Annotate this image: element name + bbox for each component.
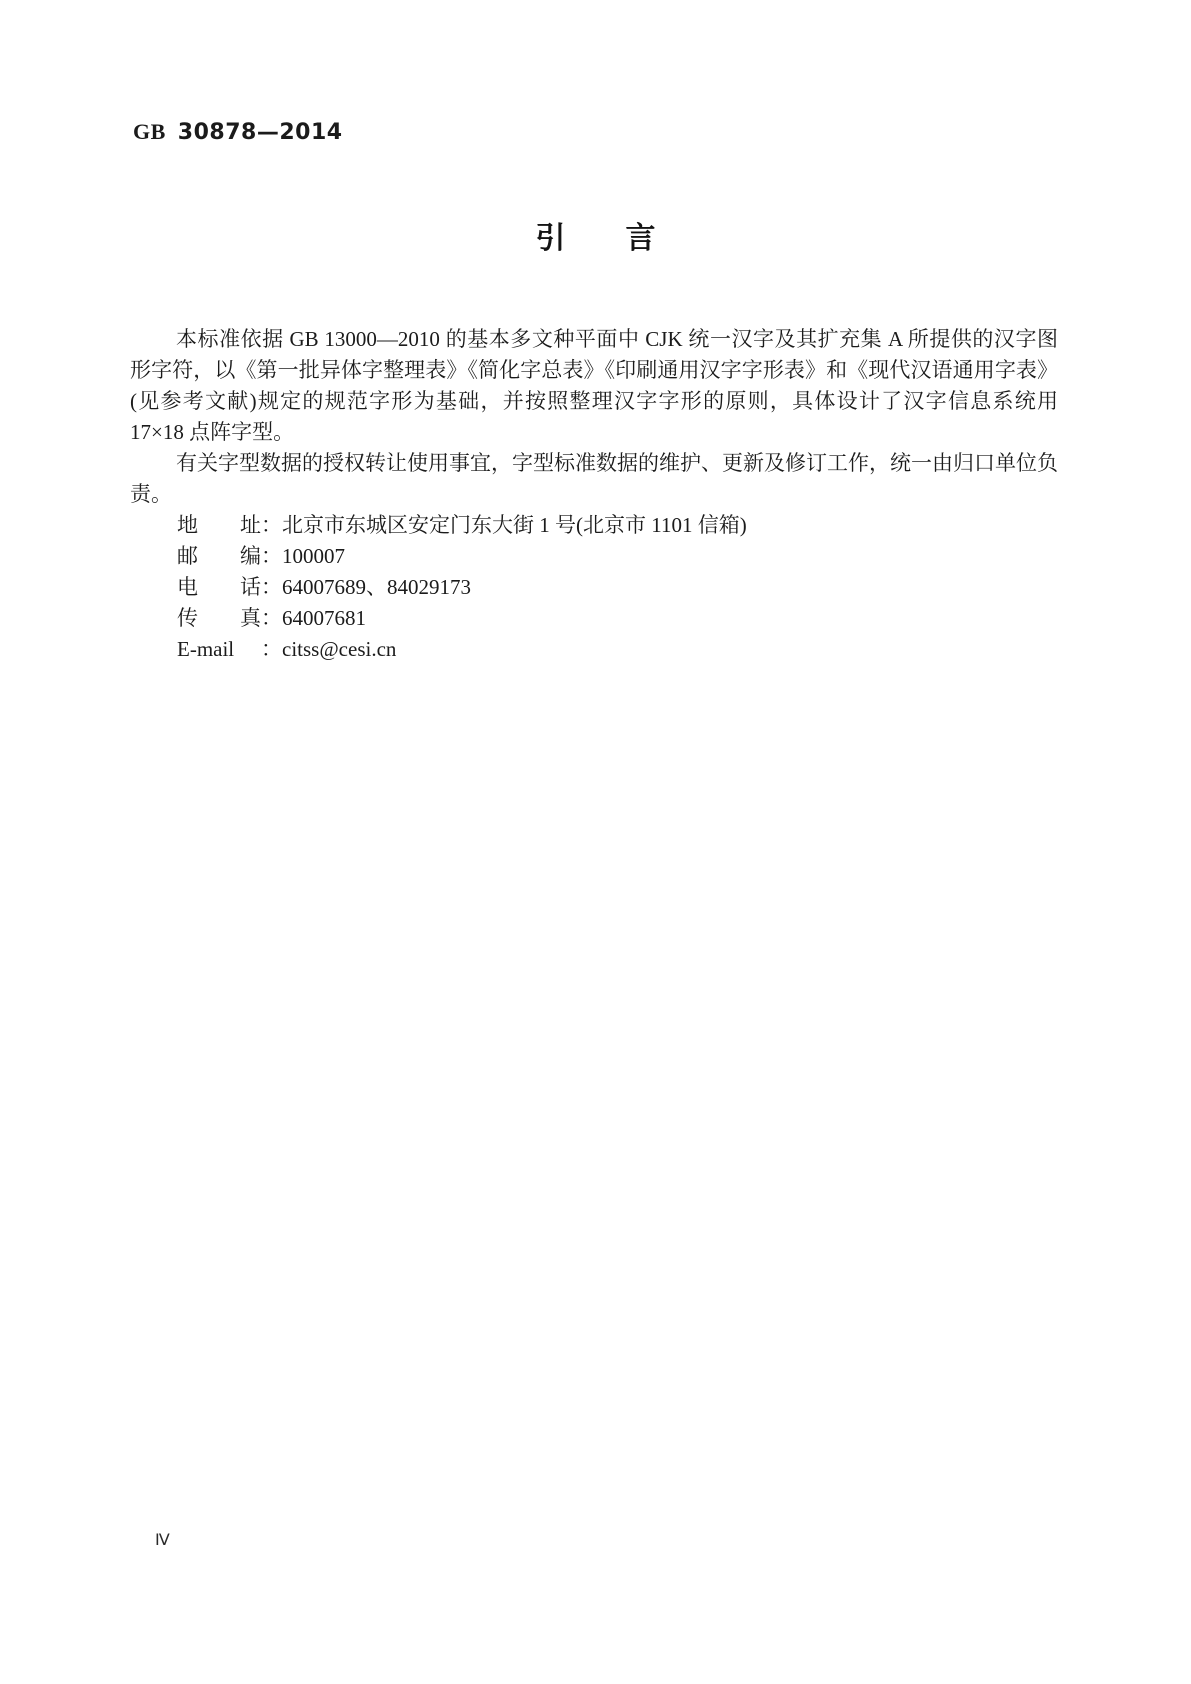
- contact-row-fax: [177, 603, 1058, 634]
- intro-paragraph-basis: 本标准依据 GB 13000—2010 的基本多文种平面中 CJK 统一汉字及其扩充集 A 所提供的汉字图形字符，以《第一批异体字整理表》《简化字总表》《印刷通用汉字字形表》和《现代汉语通用字表》(见参考文献)规定的规范字形为基础，并按照整理汉字字形的原则，具体设计了汉字信息系统用 17×18 点阵字型。: [130, 327, 1058, 444]
- contact-label-address: 地址: [177, 513, 261, 537]
- contact-label-phone: 电话: [177, 575, 261, 599]
- contact-row-postcode: [177, 541, 1058, 572]
- contact-colon: ：: [261, 637, 282, 661]
- intro-paragraph-authorization: 有关字型数据的授权转让使用事宜，字型标准数据的维护、更新及修订工作，统一由归口单位负责。: [130, 451, 1058, 506]
- page-number: Ⅳ: [155, 1532, 170, 1549]
- contact-row-email: [177, 634, 1058, 665]
- standard-number: [133, 119, 343, 146]
- intro-body: [130, 324, 1058, 665]
- contact-label-fax: 传真: [177, 606, 261, 630]
- contact-label-postcode: 邮编: [177, 544, 261, 568]
- contact-label-email: E-mail: [177, 637, 235, 661]
- contact-colon: ：: [261, 544, 282, 568]
- contact-colon: ：: [261, 606, 282, 630]
- standard-code: GB: [133, 119, 166, 144]
- contact-value-phone: 64007689、84029173: [282, 575, 471, 599]
- contact-value-email: citss@cesi.cn: [282, 637, 397, 661]
- contact-block: [130, 510, 1058, 665]
- contact-row-phone: [177, 572, 1058, 603]
- contact-colon: ：: [261, 575, 282, 599]
- contact-row-address: [177, 510, 1058, 541]
- contact-value-postcode: 100007: [282, 544, 345, 568]
- contact-value-fax: 64007681: [282, 606, 366, 630]
- contact-value-address: 北京市东城区安定门东大街 1 号(北京市 1101 信箱): [282, 513, 747, 537]
- page-title: 引 言: [535, 222, 656, 255]
- contact-colon: ：: [261, 513, 282, 537]
- standard-year-number: 30878—2014: [177, 120, 343, 145]
